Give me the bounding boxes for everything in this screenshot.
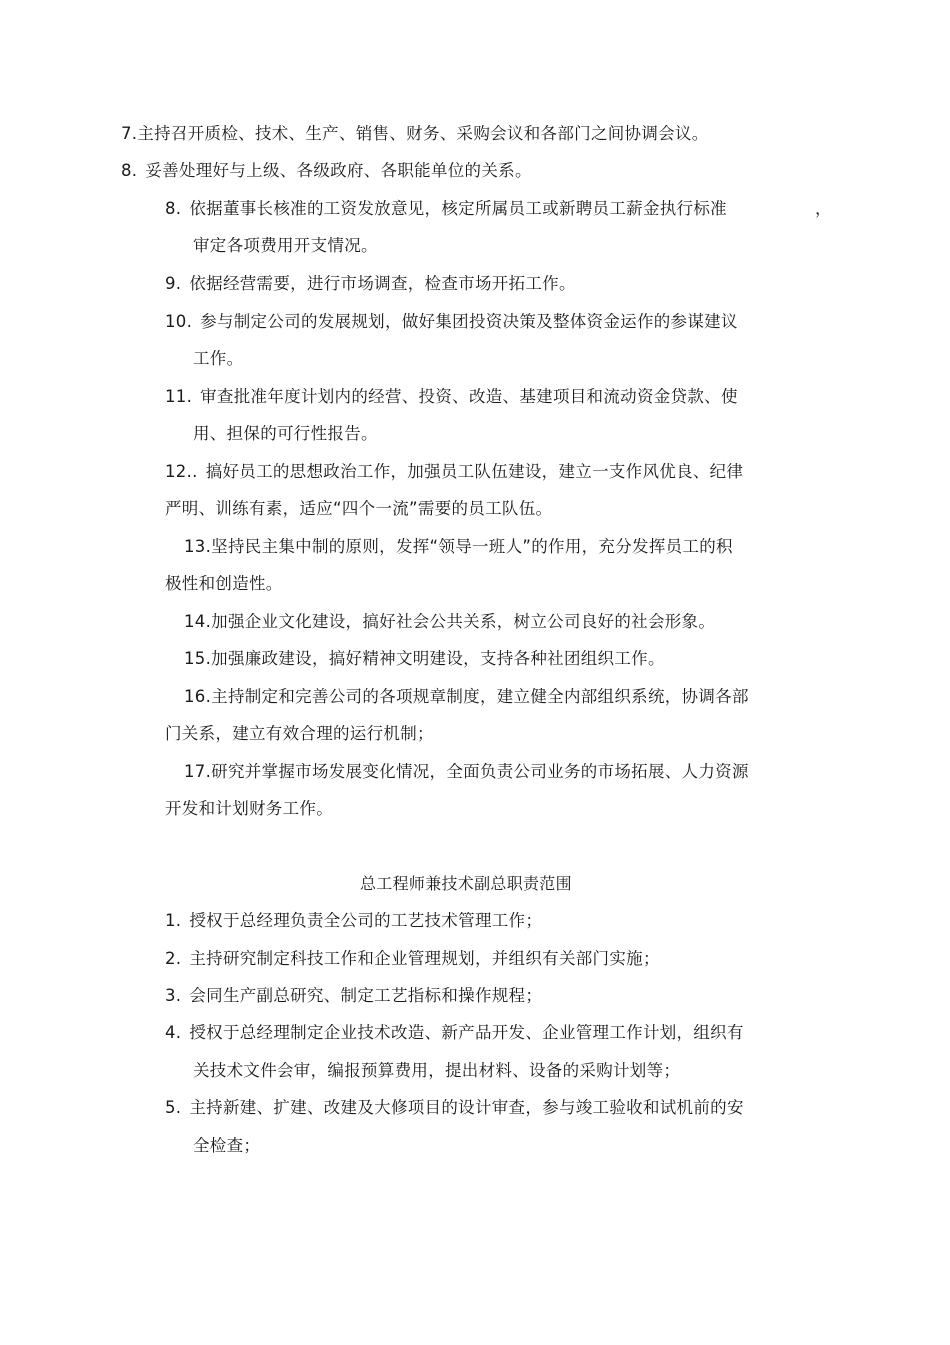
list-item-13-continuation: 极性和创造性。: [165, 574, 283, 593]
item-number: 17.: [184, 762, 212, 781]
item-number: 8.: [121, 161, 138, 180]
item-number: 14.: [184, 612, 212, 631]
list-item-12-continuation: 严明、训练有素，适应“四个一流”需要的员工队伍。: [165, 499, 553, 518]
item-text: 加强廉政建设，搞好精神文明建设，支持各种社团组织工作。: [211, 649, 665, 668]
list-item-13: [184, 536, 733, 558]
item-number: 4.: [165, 1023, 182, 1042]
item-number: 2.: [165, 949, 182, 968]
list-item-8b: [165, 198, 727, 220]
item-text-line-1: 参与制定公司的发展规划，做好集团投资决策及整体资金运作的参谋建议: [200, 312, 738, 331]
section-title: 总工程师兼技术副总职责范围: [360, 874, 572, 893]
section2-item-2: [165, 948, 660, 970]
stray-comma: ，: [815, 199, 832, 218]
item-text-line-1: 依据董事长核准的工资发放意见，核定所属员工或新聘员工薪金执行标准: [189, 199, 727, 218]
list-item-9: [165, 273, 576, 295]
item-number: 5.: [165, 1098, 182, 1117]
list-item-14: [184, 611, 715, 633]
list-item-17-continuation: 开发和计划财务工作。: [165, 799, 333, 818]
section2-item-4: [165, 1022, 744, 1044]
section2-item-1: [165, 910, 542, 932]
item-text-line-1: 审查批准年度计划内的经营、投资、改造、基建项目和流动资金贷款、使: [200, 387, 738, 406]
item-text-line-1: 主持新建、扩建、改建及大修项目的设计审查，参与竣工验收和试机前的安: [189, 1098, 744, 1117]
list-item-8a: [121, 160, 532, 182]
item-number: 11.: [165, 387, 193, 406]
item-number: 12..: [165, 462, 198, 481]
item-text-line-1: 授权于总经理制定企业技术改造、新产品开发、企业管理工作计划，组织有: [189, 1023, 744, 1042]
list-item-11: [165, 386, 738, 408]
list-item-16-continuation: 门关系，建立有效合理的运行机制；: [165, 724, 434, 743]
item-number: 13.: [184, 537, 212, 556]
item-text: 依据经营需要，进行市场调查，检查市场开拓工作。: [189, 274, 576, 293]
item-text: 主持研究制定科技工作和企业管理规划，并组织有关部门实施；: [189, 949, 660, 968]
item-number: 10.: [165, 312, 193, 331]
item-number: 1.: [165, 911, 182, 930]
list-item-15: [184, 648, 665, 670]
item-text-line-1: 搞好员工的思想政治工作，加强员工队伍建设，建立一支作风优良、纪律: [205, 462, 744, 481]
list-item-10-continuation: 工作。: [193, 349, 244, 368]
section2-item-5: [165, 1097, 744, 1119]
item-text-line-1: 研究并掌握市场发展变化情况，全面负责公司业务的市场拓展、人力资源: [211, 762, 749, 781]
section2-item-5-continuation: 全检查；: [193, 1136, 261, 1155]
item-number: 3.: [165, 986, 182, 1005]
list-item-8b-continuation: 审定各项费用开支情况。: [193, 236, 378, 255]
item-text: 主持召开质检、技术、生产、销售、财务、采购会议和各部门之间协调会议。: [137, 124, 709, 143]
section2-item-3: [165, 985, 542, 1007]
item-number: 8.: [165, 199, 182, 218]
list-item-7: [121, 123, 709, 145]
item-number: 15.: [184, 649, 212, 668]
item-text: 妥善处理好与上级、各级政府、各职能单位的关系。: [145, 161, 532, 180]
list-item-17: [184, 761, 749, 783]
item-text: 会同生产副总研究、制定工艺指标和操作规程；: [189, 986, 543, 1005]
item-text: 加强企业文化建设，搞好社会公共关系，树立公司良好的社会形象。: [211, 612, 716, 631]
item-text-line-1: 坚持民主集中制的原则，发挥“领导一班人”的作用，充分发挥员工的积: [211, 537, 733, 556]
item-number: 16.: [184, 687, 212, 706]
item-number: 7.: [121, 124, 138, 143]
item-number: 9.: [165, 274, 182, 293]
list-item-11-continuation: 用、担保的可行性报告。: [193, 424, 378, 443]
item-text: 授权于总经理负责全公司的工艺技术管理工作；: [189, 911, 543, 930]
list-item-16: [184, 686, 749, 708]
item-text-line-1: 主持制定和完善公司的各项规章制度，建立健全内部组织系统，协调各部: [211, 687, 749, 706]
list-item-12: [165, 461, 743, 483]
list-item-10: [165, 311, 738, 333]
section2-item-4-continuation: 关技术文件会审，编报预算费用，提出材料、设备的采购计划等；: [193, 1061, 681, 1080]
